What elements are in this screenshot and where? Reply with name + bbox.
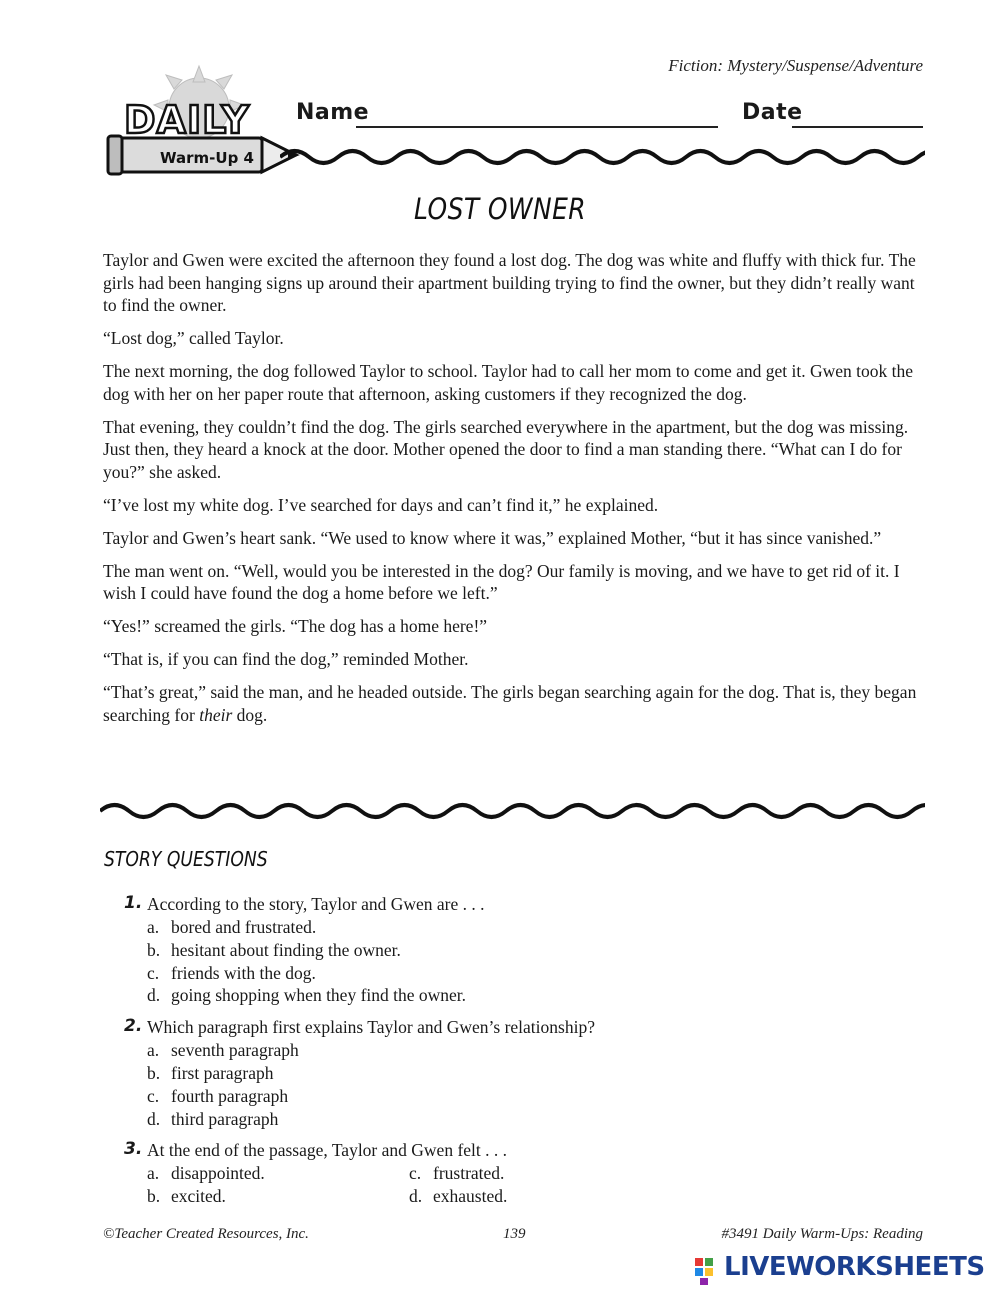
answer-option[interactable]: b. hesitant about finding the owner.	[147, 939, 401, 960]
date-field-line[interactable]	[792, 126, 923, 128]
answer-option[interactable]: a. bored and frustrated.	[147, 917, 317, 937]
middle-wave-divider	[100, 796, 925, 826]
answer-option[interactable]: a. seventh paragraph	[147, 1040, 299, 1061]
daily-warm-up-logo	[104, 60, 304, 190]
question-number: 1.	[124, 893, 143, 913]
date-label: Date	[742, 100, 803, 125]
answer-option[interactable]: c. fourth paragraph	[147, 1085, 289, 1106]
question-number: 3.	[124, 1139, 143, 1160]
question-text: Which paragraph first explains Taylor and Gwen’s relationship?	[147, 1017, 595, 1038]
answer-option[interactable]: d. exhausted.	[409, 1186, 508, 1207]
answer-option[interactable]: c. friends with the dog.	[147, 962, 316, 983]
story-paragraph-last: “That’s great,” said the man, and he headed outside. The girls began searching again for the dog. That is, they began searching for their dog.	[103, 682, 917, 726]
answer-option[interactable]: d. going shopping when they find the owner.	[147, 985, 467, 1006]
answer-option[interactable]: c. frustrated.	[409, 1163, 505, 1184]
story-paragraph: The man went on. “Well, would you be interested in the dog? Our family is moving, and we have to get rid of it. I wish I could have found the dog a home before we left.”	[103, 560, 900, 604]
top-wave-divider	[280, 142, 925, 172]
logo-subtitle: Warm-Up 4	[160, 149, 254, 167]
logo-word: DAILY	[124, 98, 250, 142]
genre-label: Fiction: Mystery/Suspense/Adventure	[668, 56, 923, 75]
question-1	[0, 893, 1000, 1007]
story-questions-heading: STORY QUESTIONS	[104, 847, 268, 871]
story-paragraph: That evening, they couldn’t find the dog. The girls searched everywhere in the apartment, but the dog was missing. Just then, they heard a knock at the door. Mother opened the door to find a man standing there. “What can I do for you?” she asked.	[103, 416, 909, 482]
story-text	[103, 249, 925, 737]
answer-option[interactable]: d. third paragraph	[147, 1108, 279, 1129]
question-3	[0, 1139, 1000, 1208]
liveworksheets-watermark[interactable]: LIVEWORKSHEETS	[724, 1252, 985, 1282]
copyright: ©Teacher Created Resources, Inc.	[103, 1226, 309, 1242]
book-title: #3491 Daily Warm-Ups: Reading	[721, 1226, 923, 1242]
answer-option[interactable]: a. disappointed.	[147, 1163, 265, 1184]
question-text: At the end of the passage, Taylor and Gwen felt . . .	[147, 1140, 508, 1161]
page-number: 139	[503, 1226, 526, 1242]
name-field-line[interactable]	[356, 126, 718, 128]
story-paragraph: Taylor and Gwen’s heart sank. “We used to know where it was,” explained Mother, “but it has since vanished.”	[103, 527, 882, 548]
answer-option[interactable]: b. excited.	[147, 1186, 226, 1207]
story-paragraph: “Lost dog,” called Taylor.	[103, 328, 284, 349]
question-2	[0, 1016, 1000, 1130]
story-paragraph: The next morning, the dog followed Taylor to school. Taylor had to call her mom to come and get it. Gwen took the dog with her on her paper route that afternoon, asking customers if they recognized the dog.	[103, 361, 913, 404]
answer-option[interactable]: b. first paragraph	[147, 1062, 274, 1083]
questions-list	[0, 893, 1000, 1217]
story-paragraph: Taylor and Gwen were excited the afternoon they found a lost dog. The dog was white and fluffy with thick fur. The girls had been hanging signs up around their apartment building trying to find the owner, but they didn’t really want to find the owner.	[103, 250, 916, 316]
name-label: Name	[296, 100, 370, 125]
story-paragraph: “That is, if you can find the dog,” reminded Mother.	[103, 649, 469, 670]
question-number: 2.	[124, 1016, 143, 1037]
page-footer	[103, 1226, 923, 1246]
story-paragraph: “I’ve lost my white dog. I’ve searched for days and can’t find it,” he explained.	[103, 494, 659, 515]
story-title: LOST OWNER	[413, 192, 587, 226]
story-paragraph: “Yes!” screamed the girls. “The dog has a home here!”	[103, 616, 488, 637]
question-text: According to the story, Taylor and Gwen are . . .	[147, 894, 485, 914]
